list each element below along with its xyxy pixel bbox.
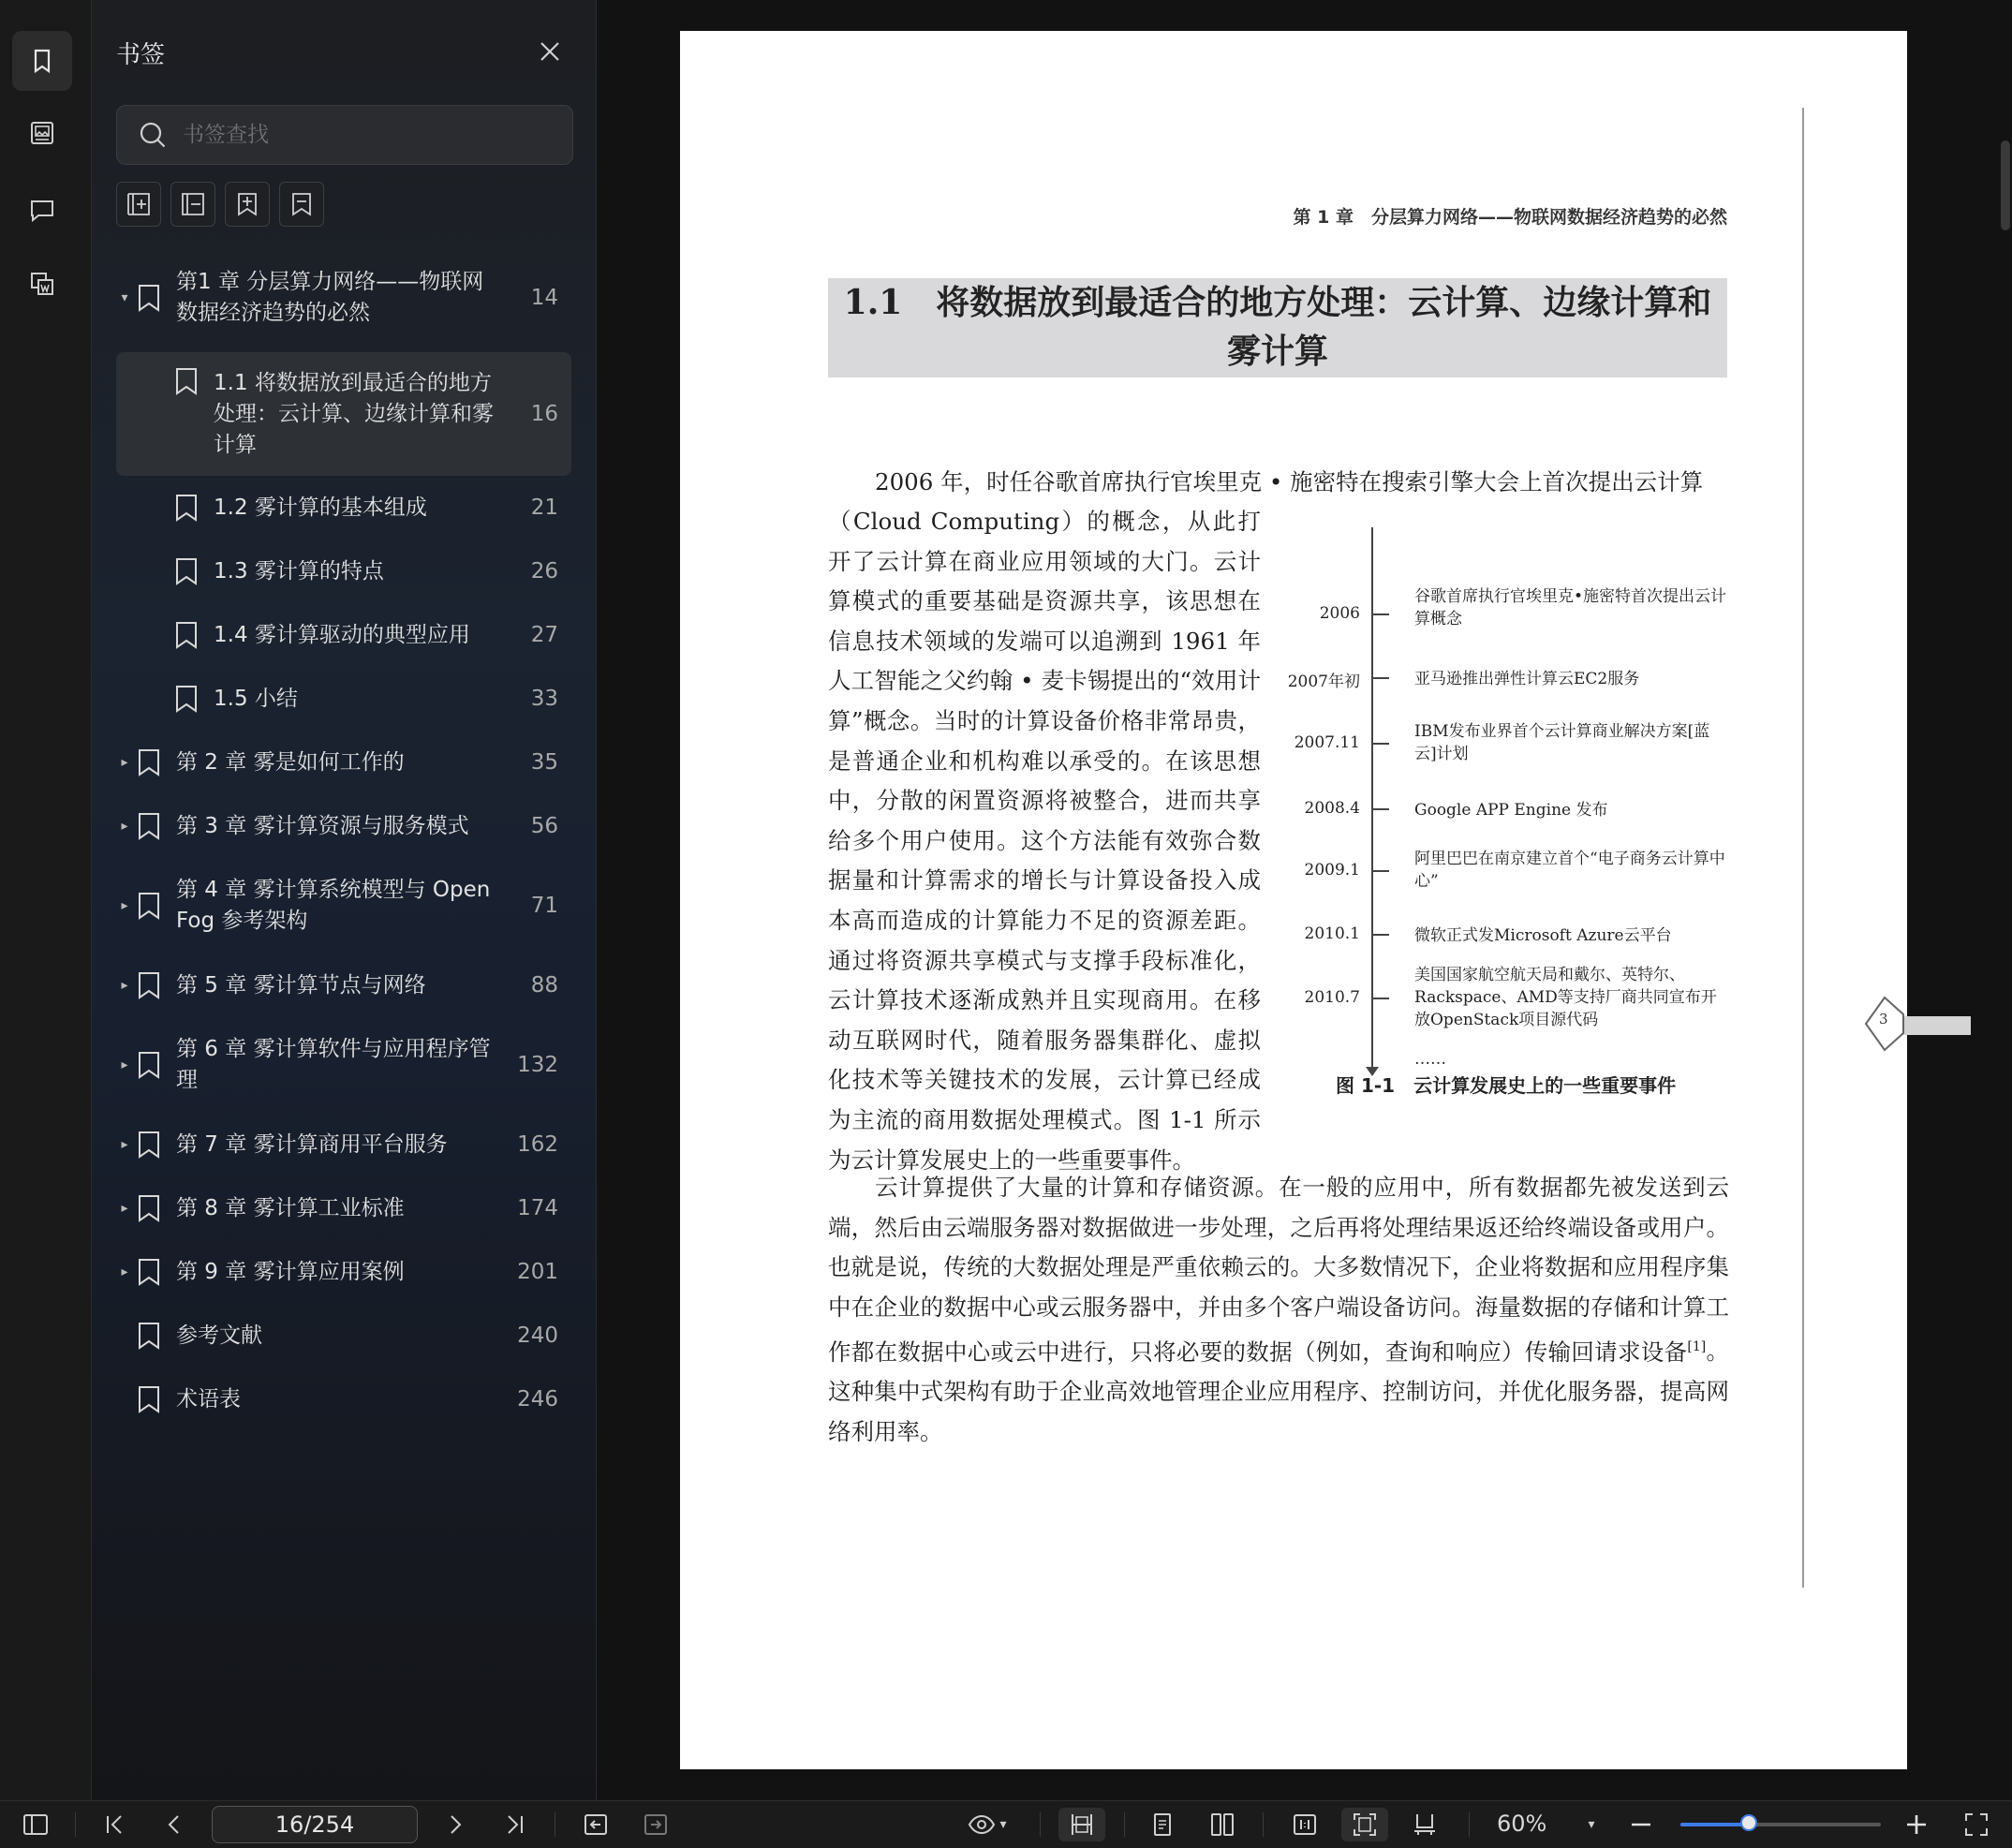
bookmark-item[interactable] — [116, 667, 571, 731]
timeline-year: 2007.11 — [1294, 733, 1360, 752]
timeline-tick — [1372, 808, 1389, 810]
bookmark-page: 201 — [517, 1259, 558, 1284]
timeline-event: IBM发布业界首个云计算商业解决方案[蓝云]计划 — [1414, 722, 1710, 763]
bookmark-icon — [170, 683, 202, 715]
bookmark-label: 第 5 章 雾计算节点与网络 — [176, 972, 426, 998]
bookmark-label: 第 2 章 雾是如何工作的 — [176, 749, 405, 775]
timeline-event: Google APP Engine 发布 — [1414, 801, 1608, 820]
toolbar-divider — [1040, 1812, 1041, 1837]
bookmark-page: 27 — [530, 622, 558, 647]
paragraph-wrapped: （Cloud Computing）的概念，从此打开了云计算在商业应用领域的大门。云计算模式的重要基础是资源共享，该思想在信息技术领域的发端可以追溯到 1961 年人工智能之父约翰 • 麦卡锡提出的“效用计算”概念。当时的计算设备价格非常昂贵，是普通企业和机构难以承受的。在该思想中，分散的闲置资源将被整合，进而共享给多个用户使用。这个方法能有效弥合数据量和计算需求的增长与计算设备投入成本高而造成的计算能力不足的资源差距。通过将资源共享模式与支撑手段标准化，云计算技术逐渐成熟并且实现商用。在移动互联网时代，随着服务器集群化、虚拟化技术等关键技术的发展，云计算已经成为主流的商用数据处理模式。图 1-1 所示为云计算发展史上的一些重要事件。 — [828, 508, 1261, 1174]
expand-arrow-icon[interactable]: ▸ — [121, 1136, 128, 1152]
bookmark-page: 240 — [517, 1323, 558, 1348]
bookmark-list — [116, 255, 571, 1431]
bookmark-label: 第 9 章 雾计算应用案例 — [176, 1259, 405, 1284]
timeline-event: …… — [1414, 1050, 1446, 1069]
expand-arrow-icon[interactable]: ▸ — [121, 818, 128, 834]
close-icon[interactable] — [534, 36, 566, 67]
citation-ref[interactable]: [1] — [1687, 1339, 1707, 1355]
bookmark-icon — [133, 747, 165, 778]
paragraph — [828, 1168, 1729, 1452]
thumbnail-panel-icon[interactable] — [12, 103, 72, 163]
bookmark-label: 第 3 章 雾计算资源与服务模式 — [176, 813, 469, 838]
bookmark-label: 第 6 章 雾计算软件与应用程序管理 — [176, 1037, 491, 1092]
bookmark-label: 第 4 章 雾计算系统模型与 Open Fog 参考架构 — [176, 878, 491, 933]
timeline-tick — [1372, 934, 1389, 936]
bookmark-panel-icon[interactable] — [12, 31, 72, 91]
toolbar-divider — [1263, 1812, 1264, 1837]
expand-arrow-icon[interactable]: ▸ — [121, 1264, 128, 1279]
bookmark-item[interactable] — [116, 954, 571, 1017]
zoom-level[interactable]: 60% — [1497, 1811, 1547, 1837]
bookmark-label: 第 8 章 雾计算工业标准 — [176, 1195, 405, 1220]
forward-icon[interactable] — [639, 1808, 673, 1841]
timeline-tick — [1372, 743, 1389, 745]
bookmark-icon — [133, 1192, 165, 1224]
bookmark-label: 术语表 — [176, 1386, 241, 1412]
bookmark-label: 1.4 雾计算驱动的典型应用 — [214, 622, 470, 647]
last-page-icon[interactable] — [498, 1808, 532, 1841]
annotation-panel-icon[interactable] — [12, 254, 72, 314]
fit-width-icon[interactable] — [1058, 1808, 1105, 1841]
bookmark-page: 21 — [530, 495, 558, 520]
bookmark-label: 参考文献 — [176, 1323, 262, 1348]
bookmark-item[interactable] — [116, 255, 571, 341]
timeline-tick — [1372, 998, 1389, 999]
zoom-slider-handle[interactable] — [1740, 1814, 1757, 1831]
timeline-event: 阿里巴巴在南京建立首个“电子商务云计算中心” — [1414, 850, 1725, 891]
bookmark-icon — [133, 1049, 165, 1081]
bookmark-page: 246 — [517, 1386, 558, 1412]
bookmark-item[interactable] — [116, 1017, 571, 1113]
bookmark-icon — [133, 969, 165, 1001]
bookmark-item[interactable] — [116, 352, 571, 476]
remove-bookmark-icon[interactable] — [279, 182, 324, 227]
timeline-event: 美国国家航空航天局和戴尔、英特尔、Rackspace、AMD等支持厂商共同宣布开放OpenStack项目源代码 — [1414, 966, 1717, 1029]
bookmark-icon — [170, 619, 202, 651]
expand-all-icon[interactable] — [116, 182, 161, 227]
bookmark-label: 第1 章 分层算力网络——物联网数据经济趋势的必然 — [176, 270, 484, 325]
bookmark-page: 132 — [517, 1052, 558, 1077]
bookmark-page: 16 — [530, 401, 558, 426]
bookmark-icon — [133, 1383, 165, 1415]
left-icon-rail — [0, 0, 92, 1800]
bookmark-icon — [133, 1129, 165, 1161]
timeline-axis — [1371, 527, 1373, 1071]
bookmark-icon — [170, 555, 202, 587]
bookmark-page: 88 — [530, 972, 558, 998]
zoom-slider-fill — [1680, 1823, 1749, 1826]
zoom-dropdown-chevron-icon[interactable]: ▾ — [1588, 1817, 1595, 1832]
bookmark-icon — [170, 365, 202, 397]
timeline-tick — [1372, 614, 1389, 615]
fullscreen-icon[interactable] — [1960, 1808, 1993, 1841]
two-page-icon[interactable] — [1201, 1808, 1244, 1841]
timeline-year: 2006 — [1319, 604, 1360, 623]
bookmark-search[interactable] — [116, 105, 573, 165]
continuous-scroll-icon[interactable] — [1403, 1808, 1446, 1841]
paragraph-first-line: 2006 年，时任谷歌首席执行官埃里克 • 施密特在搜索引擎大会上首次提出云计算 — [875, 468, 1704, 495]
next-page-icon[interactable] — [438, 1808, 472, 1841]
eye-mode-icon[interactable]: ▾ — [959, 1808, 1015, 1841]
bookmark-item[interactable] — [116, 1368, 571, 1431]
search-input[interactable] — [181, 122, 540, 148]
timeline-year: 2007年初 — [1287, 673, 1360, 691]
bookmark-item[interactable] — [116, 1240, 571, 1304]
page-tab-shape — [1860, 996, 1971, 1052]
single-page-icon[interactable] — [1141, 1808, 1184, 1841]
bookmark-icon — [133, 890, 165, 922]
bookmark-label: 1.3 雾计算的特点 — [214, 558, 384, 584]
fit-page-icon[interactable] — [1341, 1808, 1388, 1841]
timeline-year: 2010.7 — [1304, 988, 1360, 1007]
timeline-year: 2010.1 — [1304, 924, 1360, 943]
bookmark-item[interactable] — [116, 731, 571, 794]
bookmark-icon — [133, 1320, 165, 1352]
search-icon — [138, 120, 168, 150]
page-number-tab — [1860, 996, 1971, 1052]
add-bookmark-icon[interactable] — [225, 182, 270, 227]
timeline-event: 亚马逊推出弹性计算云EC2服务 — [1414, 670, 1640, 688]
document-page — [680, 31, 1907, 1769]
expand-arrow-icon[interactable]: ▸ — [121, 1200, 128, 1216]
expand-arrow-icon[interactable]: ▾ — [121, 289, 128, 305]
timeline-year: 2008.4 — [1304, 799, 1360, 818]
bookmark-page: 33 — [530, 686, 558, 711]
toolbar-divider — [1469, 1812, 1470, 1837]
zoom-slider[interactable] — [1680, 1823, 1881, 1826]
bookmark-page: 162 — [517, 1131, 558, 1157]
bookmark-item[interactable] — [116, 1304, 571, 1368]
expand-arrow-icon[interactable]: ▸ — [121, 754, 128, 770]
comment-panel-icon[interactable] — [12, 180, 72, 240]
bookmark-panel — [92, 0, 597, 1800]
collapse-all-icon[interactable] — [170, 182, 215, 227]
running-head: 第 1 章 分层算力网络——物联网数据经济趋势的必然 — [1293, 207, 1727, 228]
previous-page-icon[interactable] — [157, 1808, 191, 1841]
bookmark-item[interactable] — [116, 1113, 571, 1176]
paragraph-text: 。这种集中式架构有助于企业高效地管理企业应用程序、控制访问，并优化服务器，提高网络利用率。 — [828, 1338, 1729, 1445]
zoom-out-icon[interactable] — [1624, 1808, 1658, 1841]
toggle-sidebar-icon[interactable] — [19, 1808, 52, 1841]
bookmark-page: 35 — [530, 749, 558, 775]
zoom-in-icon[interactable] — [1900, 1808, 1933, 1841]
section-heading — [828, 278, 1727, 377]
figure-caption: 图 1-1 云计算发展史上的一些重要事件 — [1336, 1074, 1677, 1097]
bookmark-item[interactable] — [116, 1176, 571, 1240]
bookmark-label: 1.2 雾计算的基本组成 — [214, 495, 427, 520]
document-viewport[interactable] — [597, 0, 2012, 1800]
timeline-tick — [1372, 870, 1389, 872]
bookmark-item[interactable] — [116, 476, 571, 540]
bookmark-toolbar — [116, 182, 324, 227]
bottom-toolbar — [0, 1800, 2012, 1848]
bookmark-page: 174 — [517, 1195, 558, 1220]
timeline-event: 微软正式发Microsoft Azure云平台 — [1414, 926, 1672, 945]
bookmark-label: 1.5 小结 — [214, 686, 298, 711]
expand-arrow-icon[interactable]: ▸ — [121, 977, 128, 993]
bookmark-icon — [170, 492, 202, 524]
paragraph-text: 云计算提供了大量的计算和存储资源。在一般的应用中，所有数据都先被发送到云端，然后由云端服务器对数据做进一步处理，之后再将处理结果返还给终端设备或用户。也就是说，传统的大数据处理是严重依赖云的。大多数情况下，企业将数据和应用程序集中在企业的数据中心或云服务器中，并由多个客户端设备访问。海量数据的存储和计算工作都在数据中心或云中进行，只将必要的数据（例如，查询和响应）传输回请求设备 — [828, 1174, 1729, 1366]
toolbar-divider — [1124, 1812, 1125, 1837]
bookmark-item[interactable] — [116, 858, 571, 954]
bookmark-icon — [133, 282, 165, 314]
bookmark-icon — [133, 1256, 165, 1288]
bookmark-label: 第 7 章 雾计算商用平台服务 — [176, 1131, 448, 1157]
section-heading-line: 雾计算 — [1226, 332, 1328, 371]
page-tab-number: 3 — [1879, 1011, 1888, 1027]
bookmark-item[interactable] — [116, 603, 571, 667]
bookmark-label: 1.1 将数据放到最适合的地方处理：云计算、边缘计算和雾计算 — [214, 370, 494, 457]
bookmark-item[interactable] — [116, 540, 571, 603]
vertical-scrollbar[interactable] — [2001, 140, 2010, 230]
panel-title: 书签 — [116, 41, 166, 69]
bookmark-page: 56 — [530, 813, 558, 838]
bookmark-item[interactable] — [116, 794, 571, 858]
timeline-event: 谷歌首席执行官埃里克•施密特首次提出云计算概念 — [1414, 587, 1727, 628]
back-icon[interactable] — [579, 1808, 613, 1841]
bookmark-icon — [133, 810, 165, 842]
actual-size-icon[interactable] — [1283, 1808, 1326, 1841]
timeline-figure — [1251, 527, 1727, 1089]
bookmark-page: 71 — [530, 893, 558, 918]
first-page-icon[interactable] — [97, 1808, 131, 1841]
toolbar-divider — [75, 1812, 76, 1837]
section-heading-line: 1.1 将数据放到最适合的地方处理：云计算、边缘计算和 — [843, 283, 1712, 322]
expand-arrow-icon[interactable]: ▸ — [121, 897, 128, 913]
bookmark-page: 14 — [530, 285, 558, 310]
bookmark-page: 26 — [530, 558, 558, 584]
timeline-year: 2009.1 — [1304, 861, 1360, 880]
timeline-tick — [1372, 677, 1389, 679]
expand-arrow-icon[interactable]: ▸ — [121, 1057, 128, 1072]
page-number-input[interactable]: 16/254 — [212, 1806, 418, 1843]
page-margin-rule — [1802, 108, 1804, 1588]
